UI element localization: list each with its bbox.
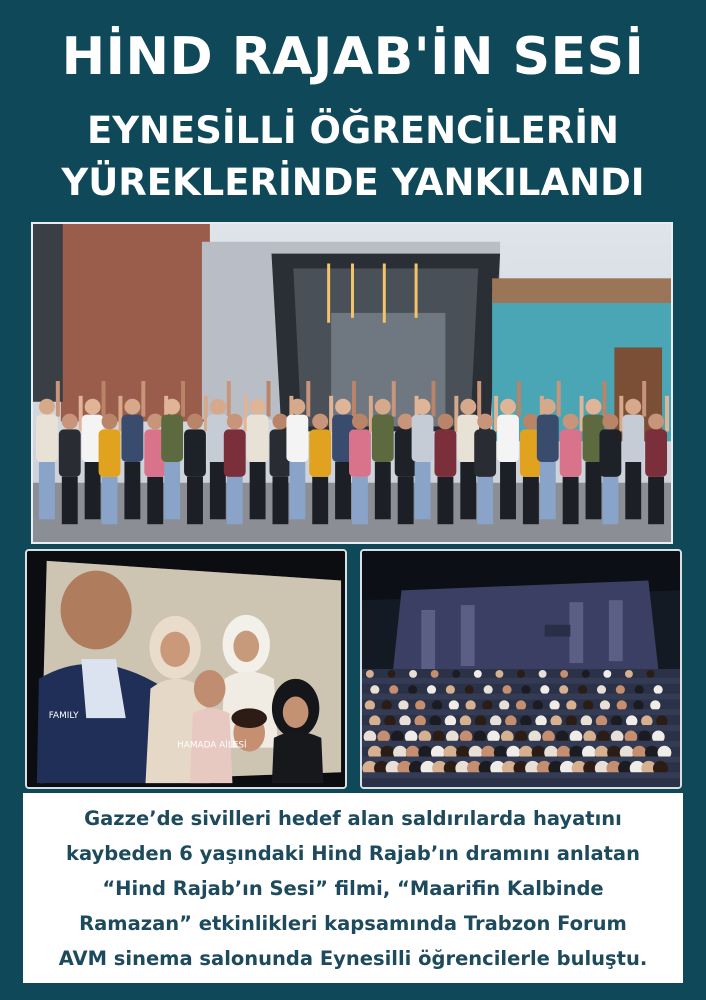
audience-member [465, 685, 474, 694]
audience-member [517, 670, 525, 678]
audience-member [600, 700, 610, 710]
audience-member [635, 685, 644, 694]
audience-member [625, 670, 633, 678]
seat-row [362, 678, 680, 684]
audience-member [616, 685, 625, 694]
seat-row [362, 725, 680, 731]
film-screen-photo [25, 549, 347, 789]
caption-line-4: Ramazan” etkinlikleri kapsamında Trabzon Forum [79, 911, 627, 935]
audience-member [382, 700, 392, 710]
audience-member [366, 670, 374, 678]
audience-member [465, 700, 475, 710]
group-photo-illustration [33, 224, 671, 542]
audience-member [495, 670, 503, 678]
screen-label-hamada: HAMADA AİLESİ [177, 740, 247, 751]
audience-member [431, 670, 439, 678]
audience-member [650, 700, 660, 710]
audience-member [578, 685, 587, 694]
audience-member [597, 685, 606, 694]
audience-member [560, 670, 568, 678]
audience-member [388, 670, 396, 678]
audience-member [521, 685, 530, 694]
caption-line-2: kaybeden 6 yaşındaki Hind Rajab’ın dramını anlatan [66, 841, 640, 865]
seat-row [362, 694, 680, 700]
screen-label-family: FAMILY [48, 711, 79, 722]
audience-member [566, 700, 576, 710]
audience-member [549, 700, 559, 710]
audience-member [647, 670, 655, 678]
seat-row [362, 772, 680, 778]
caption-line-3: “Hind Rajab’ın Sesi” filmi, “Maarifin Kalbinde [102, 876, 604, 900]
audience-member [603, 670, 611, 678]
audience-member [617, 700, 627, 710]
audience-member [516, 700, 526, 710]
audience-member [533, 700, 543, 710]
headline-line-1: HİND RAJAB'İN SESİ [61, 27, 645, 87]
audience-member [633, 700, 643, 710]
audience-member [499, 700, 509, 710]
caption-box [23, 793, 683, 983]
audience-member [452, 670, 460, 678]
seat-row [362, 709, 680, 715]
audience-member [446, 685, 455, 694]
audience-member [474, 670, 482, 678]
audience-member [415, 700, 425, 710]
audience-member [449, 700, 459, 710]
audience-member [482, 700, 492, 710]
cinema-hall-illustration [362, 551, 680, 787]
audience-member [582, 670, 590, 678]
seat-row [362, 741, 680, 747]
audience-member [654, 685, 663, 694]
cinema-hall-photo [360, 549, 682, 789]
audience-member [432, 700, 442, 710]
audience-member [427, 685, 436, 694]
audience-member [484, 685, 493, 694]
caption-line-1: Gazze’de sivilleri hedef alan saldırılarda hayatını [84, 806, 622, 830]
audience-member [583, 700, 593, 710]
audience-member [365, 700, 375, 710]
audience-member [389, 685, 398, 694]
audience-member [503, 685, 512, 694]
audience-member [539, 670, 547, 678]
audience-member [540, 685, 549, 694]
caption-line-5: AVM sinema salonunda Eynesilli öğrencilerle buluştu. [58, 946, 648, 970]
audience-member [408, 685, 417, 694]
audience-member [370, 685, 379, 694]
film-screen-illustration [27, 551, 345, 787]
headline-line-2: EYNESİLLİ ÖĞRENCİLERİN [86, 109, 620, 152]
audience-member [409, 670, 417, 678]
audience-member [559, 685, 568, 694]
group-photo-mall-entrance [31, 222, 673, 544]
headline-line-3: YÜREKLERİNDE YANKILANDI [61, 161, 645, 204]
audience-member [398, 700, 408, 710]
